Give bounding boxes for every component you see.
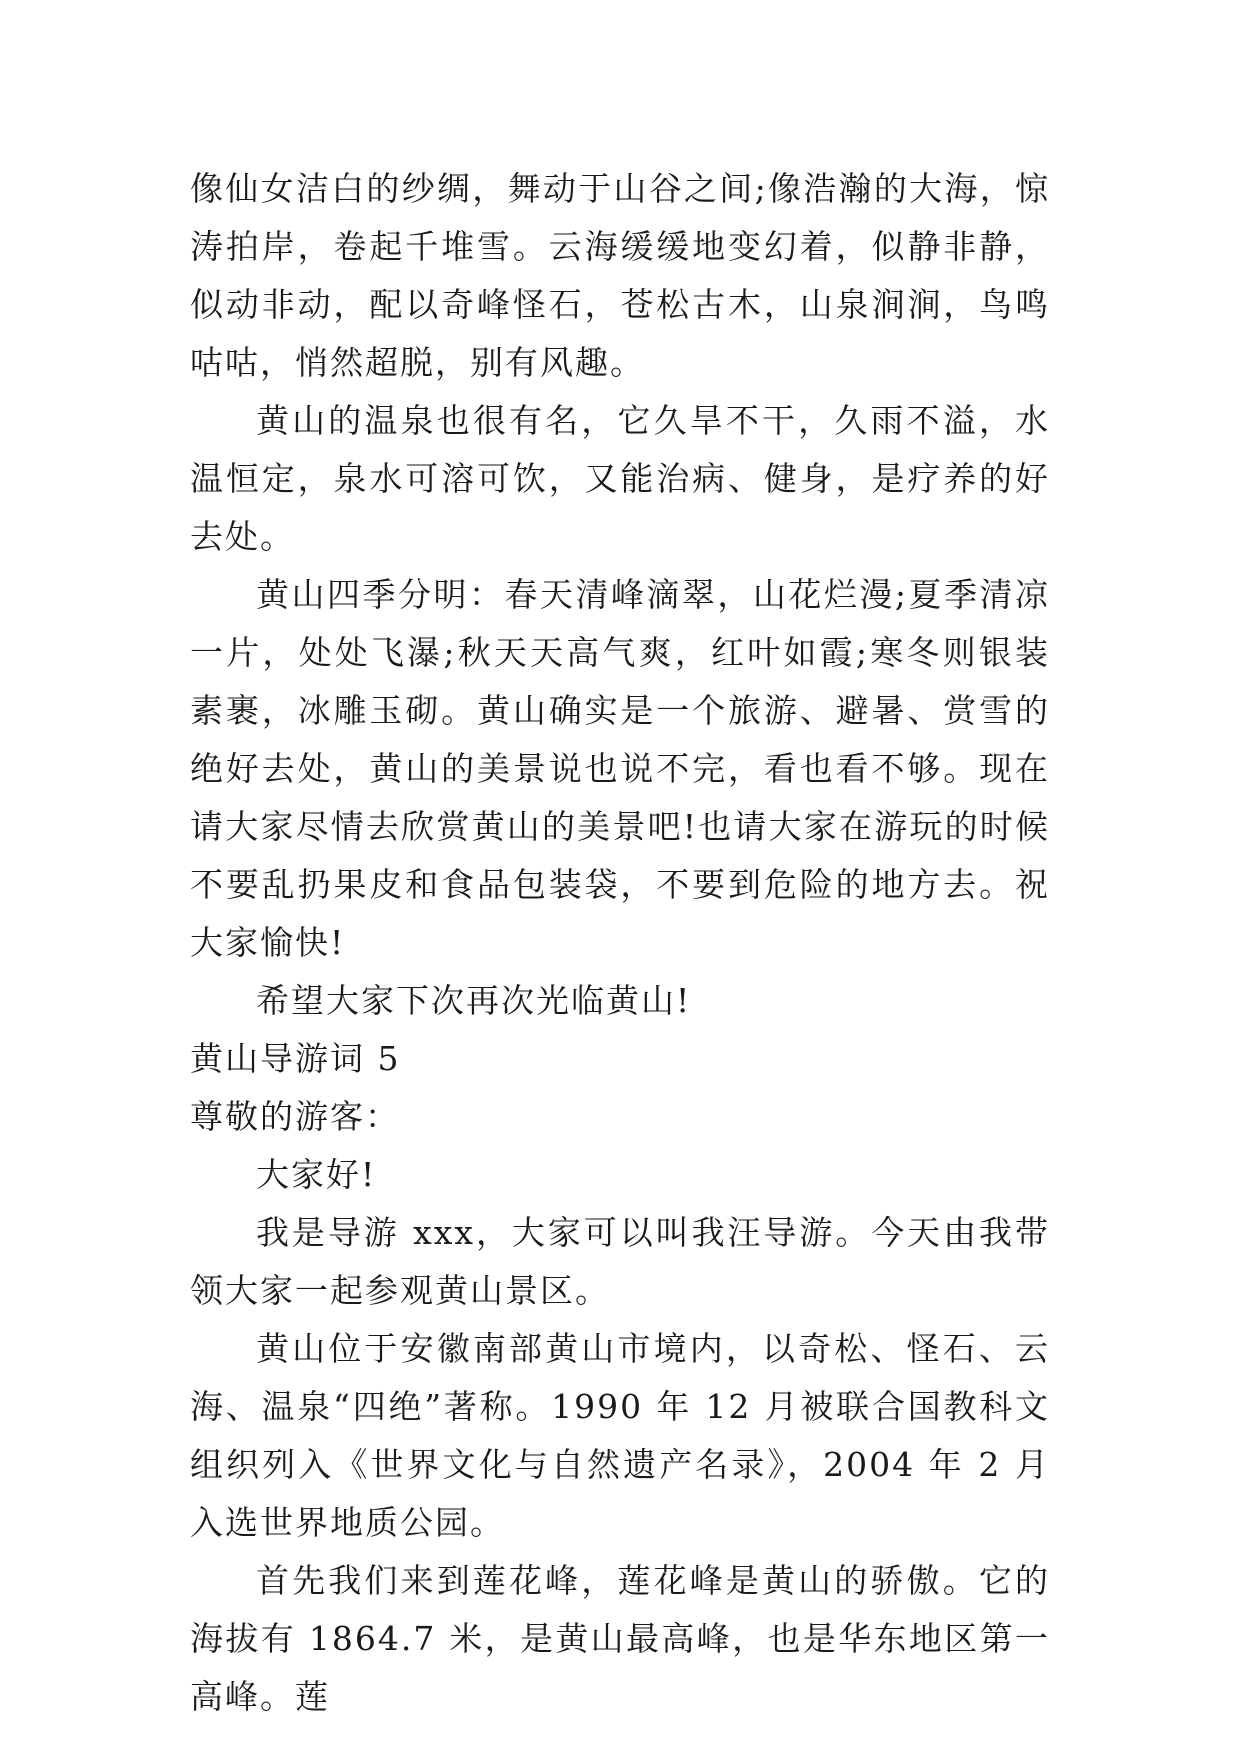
paragraph-introduction: 我是导游 xxx，大家可以叫我汪导游。今天由我带领大家一起参观黄山景区。: [190, 1213, 1050, 1310]
paragraph-farewell: 希望大家下次再次光临黄山!: [256, 981, 692, 1020]
salutation: 尊敬的游客：: [190, 1097, 400, 1136]
document-body: [190, 160, 1050, 1726]
section-heading: 黄山导游词 5: [190, 1039, 401, 1078]
greeting: 大家好!: [256, 1155, 377, 1194]
paragraph-four-seasons: 黄山四季分明：春天清峰滴翠，山花烂漫;夏季清凉一片，处处飞瀑;秋天天高气爽，红叶如霞;寒冬则银装素裹，冰雕玉砌。黄山确实是一个旅游、避暑、赏雪的绝好去处，黄山的美景说也说不完，看也看不够。现在请大家尽情去欣赏黄山的美景吧!也请大家在游玩的时候不要乱扔果皮和食品包装袋，不要到危险的地方去。祝大家愉快!: [190, 575, 1050, 962]
paragraph-continuation: 像仙女洁白的纱绸，舞动于山谷之间;像浩瀚的大海，惊涛拍岸，卷起千堆雪。云海缓缓地变幻着，似静非静，似动非动，配以奇峰怪石，苍松古木，山泉涧涧，鸟鸣咕咕，悄然超脱，别有风趣。: [190, 169, 1050, 382]
paragraph-hot-springs: 黄山的温泉也很有名，它久旱不干，久雨不溢，水温恒定，泉水可溶可饮，又能治病、健身，是疗养的好去处。: [190, 401, 1050, 556]
paragraph-lotus-peak: 首先我们来到莲花峰，莲花峰是黄山的骄傲。它的海拔有 1864.7 米，是黄山最高峰，也是华东地区第一高峰。莲: [190, 1561, 1050, 1716]
paragraph-location: 黄山位于安徽南部黄山市境内，以奇松、怪石、云海、温泉“四绝”著称。1990 年 12 月被联合国教科文组织列入《世界文化与自然遗产名录》，2004 年 2 月入选世界地质公园。: [190, 1329, 1050, 1542]
